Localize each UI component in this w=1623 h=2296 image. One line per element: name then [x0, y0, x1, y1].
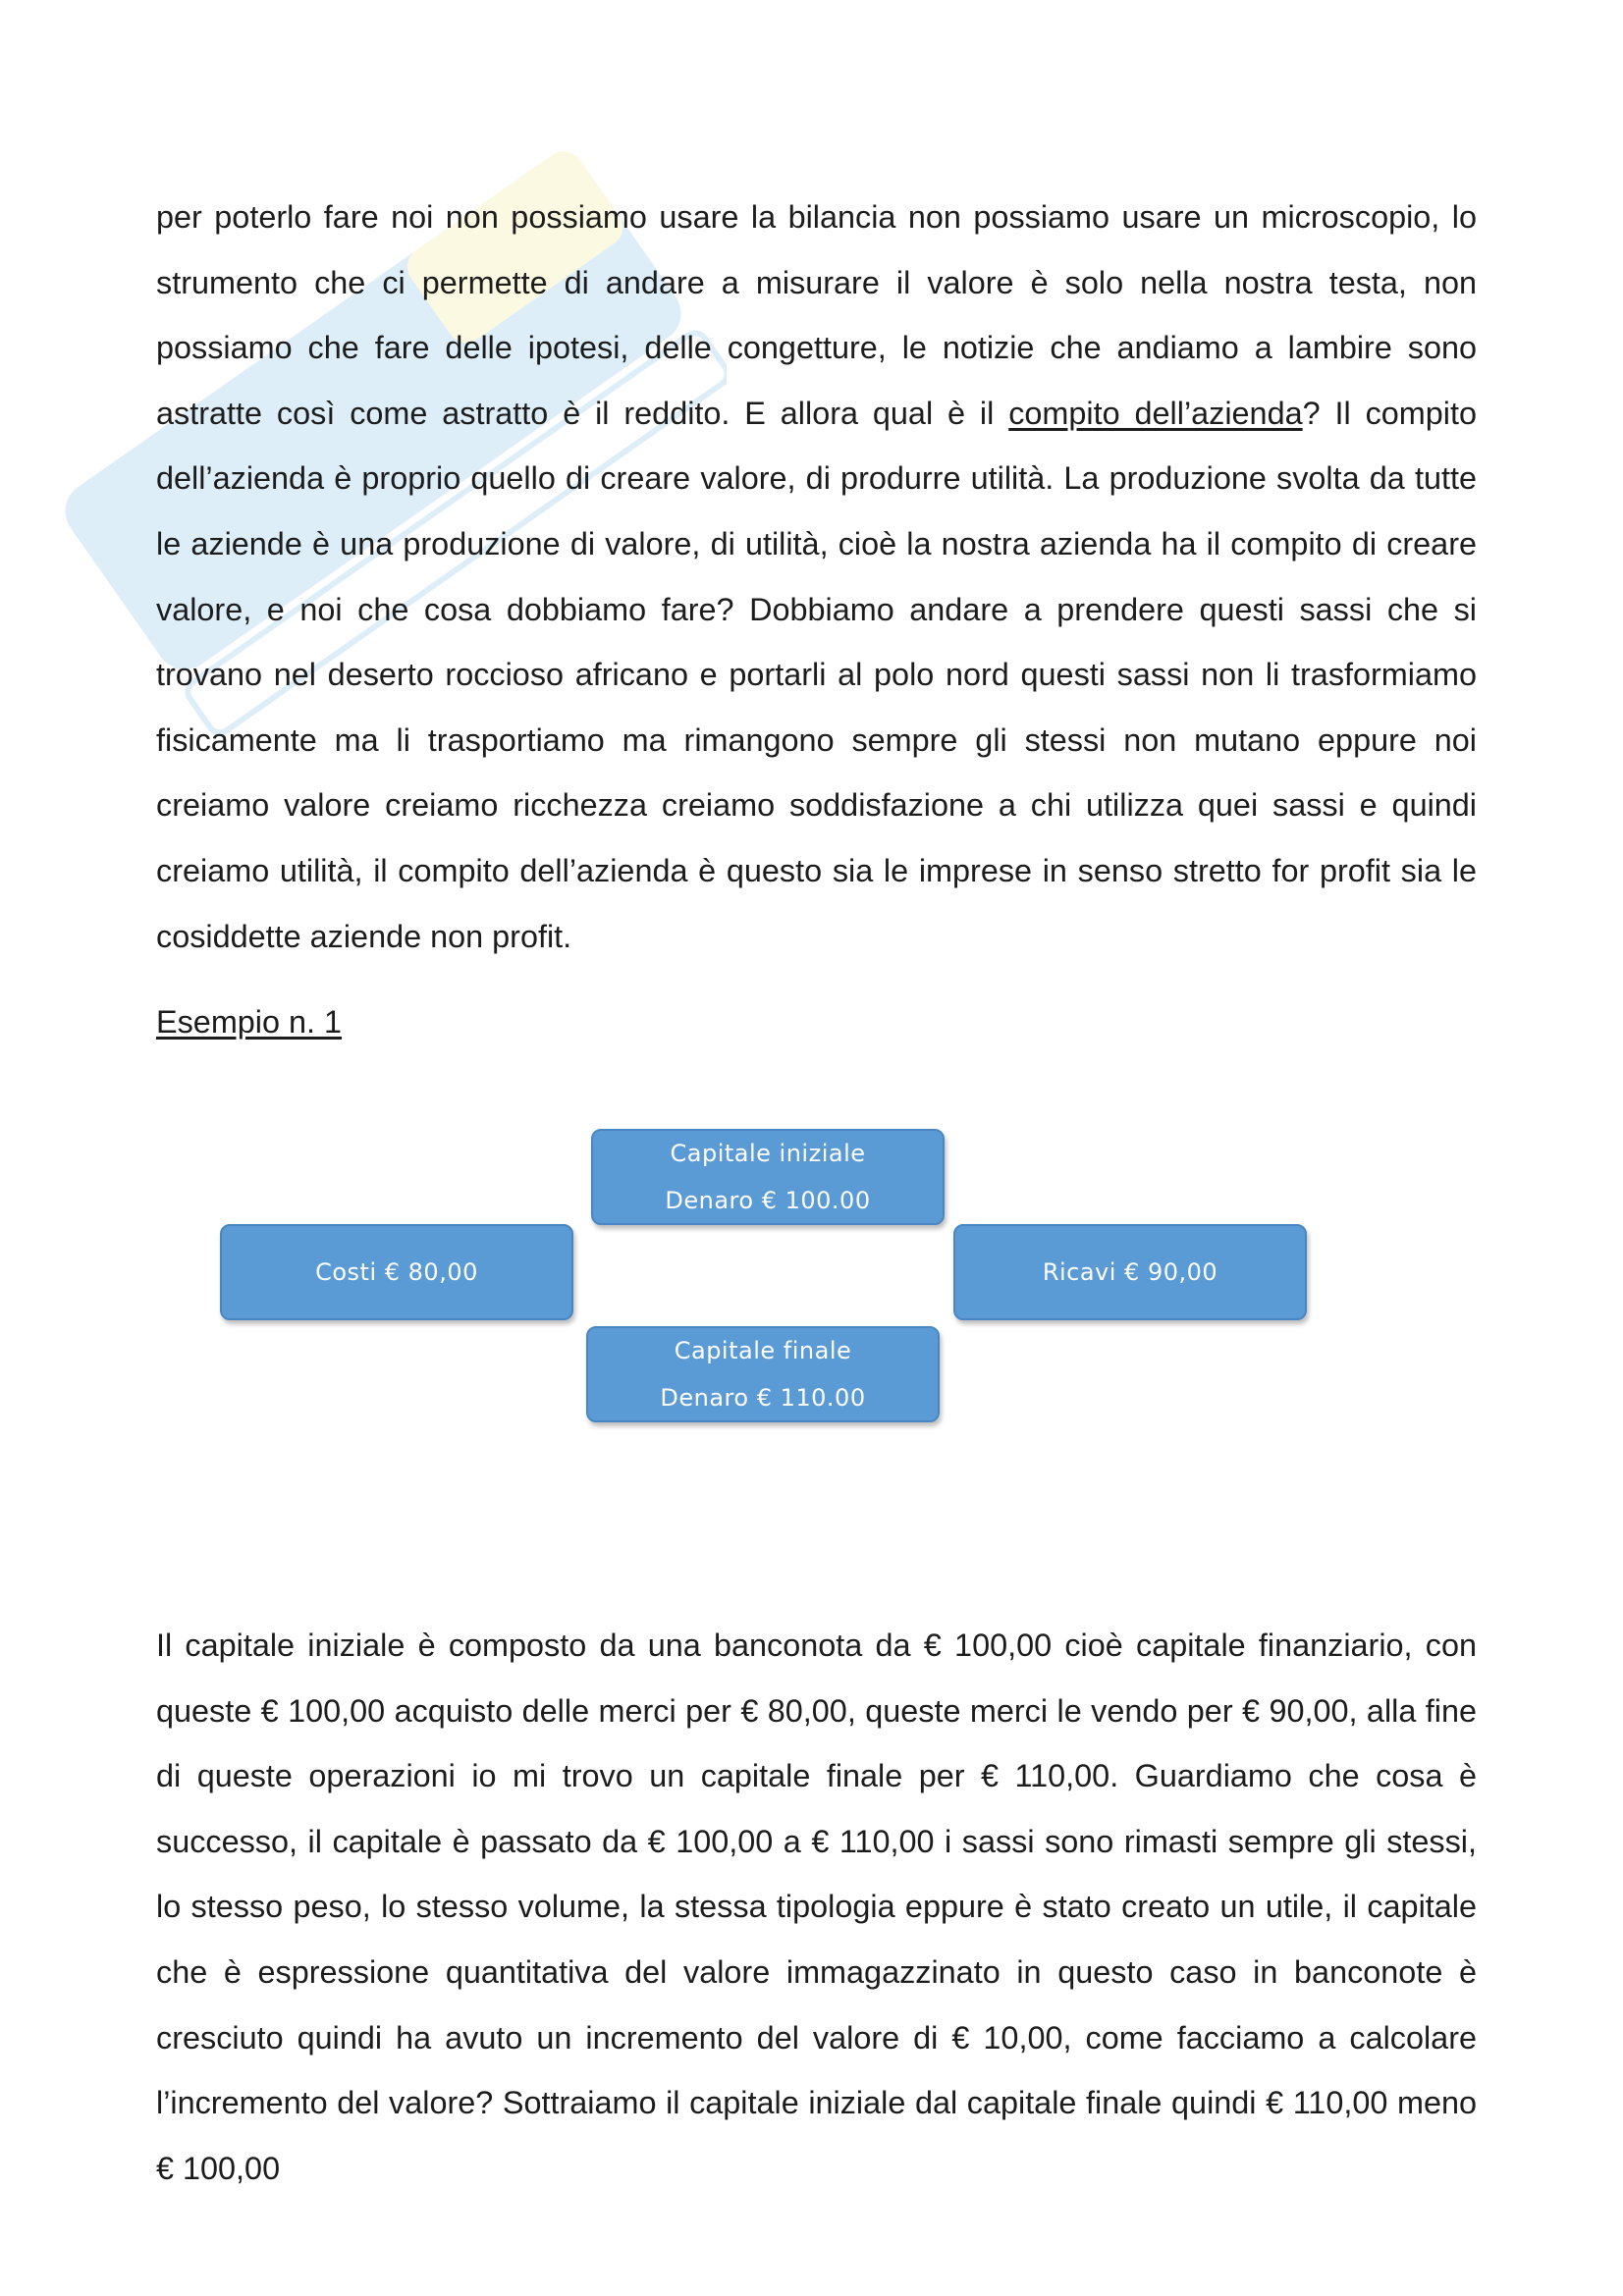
example-heading: Esempio n. 1 — [156, 1004, 343, 1040]
diagram-box-costi — [220, 1224, 573, 1320]
link-compito-azienda[interactable]: compito dell’azienda — [1008, 395, 1303, 431]
diagram-box-capitale-finale — [586, 1326, 940, 1422]
paragraph-example-explanation: Il capitale iniziale è composto da una banconota da € 100,00 cioè capitale finanziario, con queste € 100,00 acquisto delle merci per € 80,00, queste merci le vendo per € 90,00, alla fine di queste operazioni io mi trovo un capitale finale per € 110,00. Guardiamo che cosa è successo, il capitale è passato da € 100,00 a € 110,00 i sassi sono rimasti sempre gli stessi, lo stesso peso, lo stesso volume, la stessa tipologia eppure è stato creato un utile, il capitale che è espressione quantitativa del valore immagazzinato in questo caso in banconote è cresciuto quindi ha avuto un incremento del valore di € 10,00, come facciamo a calcolare l’incremento del valore? Sottraiamo il capitale iniziale dal capitale finale quindi € 110,00 meno € 100,00 — [156, 1628, 1477, 2186]
diagram-box-capitale-iniziale — [591, 1129, 945, 1225]
box-title: Ricavi € 90,00 — [1042, 1258, 1218, 1286]
box-value: Denaro € 110.00 — [660, 1384, 866, 1412]
box-title: Capitale finale — [674, 1337, 852, 1364]
paragraph-1-text-a: per poterlo fare noi non possiamo usare la bilancia non possiamo usare un microscopio, lo strumento che ci permette di andare a misurare il valore è solo nella nostra testa, non possiamo che fare delle ipotesi, delle congetture, le notizie che andiamo a lambire sono astratte così come astratto è il reddito. E allora qual è il — [156, 199, 1477, 431]
box-title: Capitale iniziale — [670, 1140, 866, 1167]
paragraph-value-creation — [156, 185, 1477, 969]
diagram-box-ricavi — [953, 1224, 1307, 1320]
paragraph-1-text-b: ? Il compito dell’azienda è proprio quello di creare valore, di produrre utilità. La produzione svolta da tutte le aziende è una produzione di valore, di utilità, cioè la nostra azienda ha il compito di creare valore, e noi che cosa dobbiamo fare? Dobbiamo andare a prendere questi sassi che si trovano nel deserto roccioso africano e portarli al polo nord questi sassi non li trasformiamo fisicamente ma li trasportiamo ma rimangono sempre gli stessi non mutano eppure noi creiamo valore creiamo ricchezza creiamo soddisfazione a chi utilizza quei sassi e quindi creiamo utilità, il compito dell’azienda è questo sia le imprese in senso stretto for profit sia le cosiddette aziende non profit. — [156, 395, 1478, 954]
box-title: Costi € 80,00 — [315, 1258, 478, 1286]
box-value: Denaro € 100.00 — [665, 1187, 871, 1214]
